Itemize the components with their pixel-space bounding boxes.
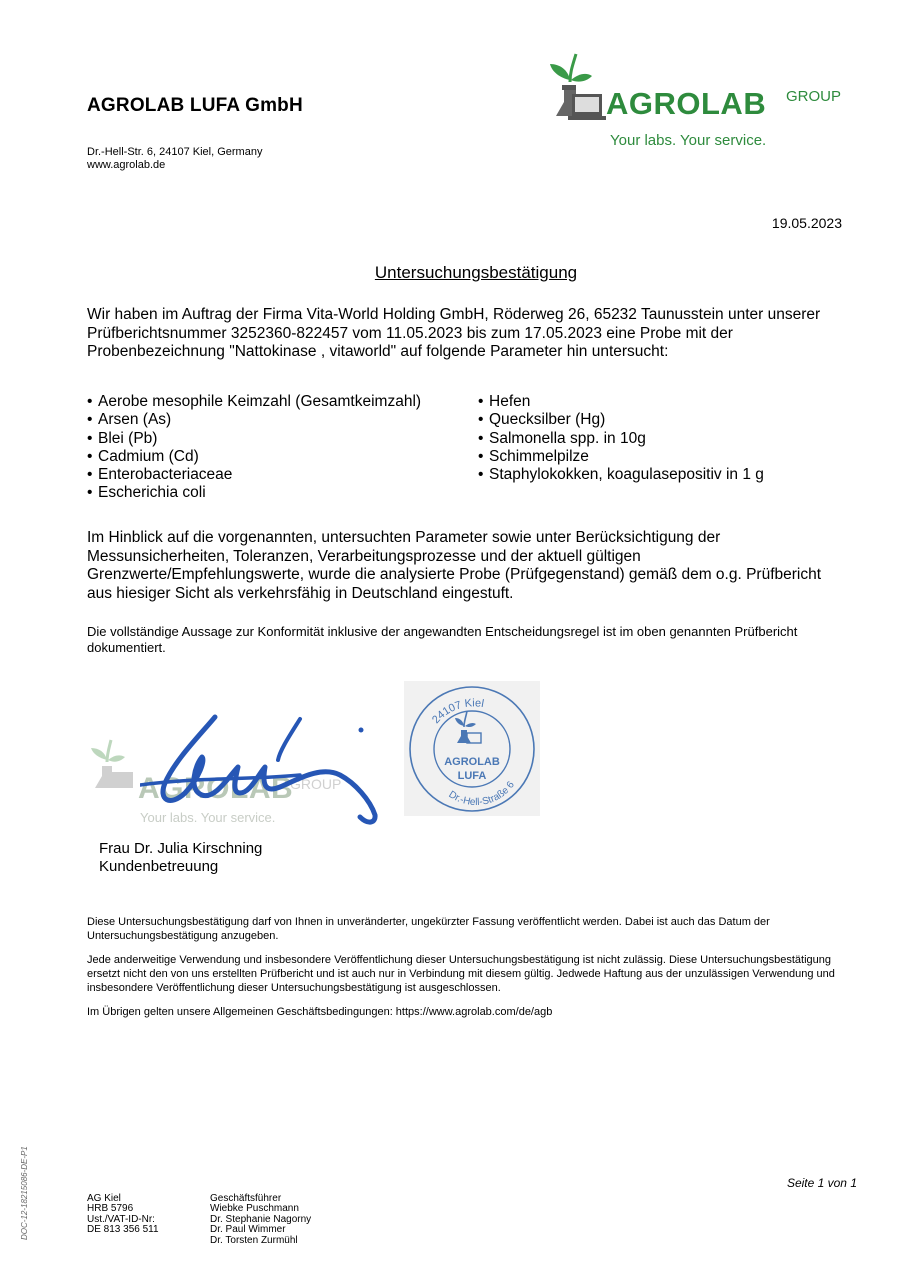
logo-slogan: Your labs. Your service. xyxy=(610,132,767,149)
signer-block xyxy=(99,840,262,876)
bullet-icon: • xyxy=(87,466,93,484)
list-item: • Blei (Pb) xyxy=(87,429,158,447)
plant-flask-laptop-icon xyxy=(548,50,608,125)
document-code: DOC-12-18215086-DE-P1 xyxy=(20,1146,29,1240)
stamp-ring xyxy=(404,681,540,816)
stamp-name: AGROLAB LUFA xyxy=(444,756,500,782)
company-address xyxy=(87,146,262,172)
faded-logo-group-label: GROUP xyxy=(290,776,342,792)
list-item: • Arsen (As) xyxy=(87,411,172,429)
page-number: Seite 1 von 1 xyxy=(786,1176,857,1190)
intro-paragraph: Wir haben im Auftrag der Firma Vita-World Holding GmbH, Röderweg 26, 65232 Taunusstein unter unserer Prüfberichtsnummer 3252360-822457 vom 11.05.2023 bis zum 17.05.2023 eine Probe mit der Probenbezeichnung "Nattokinase , vitaworld" auf folgende Parameter hin untersucht: xyxy=(87,306,821,360)
list-item: • Aerobe mesophile Keimzahl (Gesamtkeimzahl) xyxy=(87,393,422,410)
faded-logo-wordmark: AGROLAB xyxy=(138,772,294,805)
stamp-plant-icon xyxy=(455,711,481,743)
disclaimer-paragraph: Im Übrigen gelten unsere Allgemeinen Geschäftsbedingungen: https://www.agrolab.com/de/agb xyxy=(87,1006,553,1018)
footer-registration: AG Kiel HRB 5796 Ust./VAT-ID-Nr: DE 813 356 511 xyxy=(87,1193,159,1236)
footer-management: Geschäftsführer Wiebke Puschmann Dr. Stephanie Nagorny Dr. Paul Wimmer Dr. Torsten Zurmühl xyxy=(210,1193,312,1246)
conformity-note: Die vollständige Aussage zur Konformität inklusive der angewandten Entscheidungsregel ist im oben genannten Prüfbericht dokumentiert. xyxy=(87,624,798,655)
logo-wordmark: AGROLAB xyxy=(606,86,767,121)
disclaimer-paragraph: Jede anderweitige Verwendung und insbesondere Veröffentlichung dieser Untersuchungsbestätigung ist nicht zulässig. Diese Untersuchungsbestätigung ersetzt nicht den von uns erstellten Prüfbericht und ist auch nur in Verbindung mit diesem gültig. Jedwede Haftung aus der unzulässigen Verwendung und insbesondere Veröffentlichung dieser Untersuchungsbestätigung ist ausgeschlossen. xyxy=(87,954,835,994)
list-item: • Enterobacteriaceae xyxy=(87,466,233,484)
list-item: • Schimmelpilze xyxy=(478,447,589,465)
bullet-icon: • xyxy=(478,429,484,447)
list-item: • Hefen xyxy=(478,393,531,410)
disclaimer xyxy=(87,915,847,1029)
website-link[interactable]: www.agrolab.de xyxy=(87,159,166,171)
stamp-top-text: 24107 Kiel xyxy=(429,697,485,726)
list-item: • Salmonella spp. in 10g xyxy=(478,429,646,447)
assessment-paragraph: Im Hinblick auf die vorgenannten, untersuchten Parameter sowie unter Berücksichtigung der Messunsicherheiten, Toleranzen, Verarbeitungsprozesse und der aktuell gültigen Grenzwerte/Empfehlungswerte, wurde die analysierte Probe (Prüfgegenstand) gemäß dem o.g. Prüfbericht aus hiesiger Sicht als verkehrsfähig in Deutschland eingestuft. xyxy=(87,529,822,602)
list-item: • Quecksilber (Hg) xyxy=(478,411,606,429)
faded-logo-slogan: Your labs. Your service. xyxy=(140,810,276,825)
bullet-icon: • xyxy=(87,484,93,502)
signer-name: Frau Dr. Julia Kirschning xyxy=(99,840,263,857)
bullet-icon: • xyxy=(478,466,484,484)
faded-plant-icon xyxy=(89,736,139,796)
bullet-icon: • xyxy=(87,393,93,410)
official-stamp xyxy=(404,681,540,816)
handwritten-signature xyxy=(140,705,410,830)
list-item: • Escherichia coli xyxy=(87,484,206,502)
list-item: • Staphylokokken, koagulasepositiv in 1 g xyxy=(478,466,764,484)
stamp-bottom-text: Dr.-Hell-Straße 6 xyxy=(446,779,517,809)
parameter-list-right xyxy=(478,393,838,484)
bullet-icon: • xyxy=(87,429,93,447)
bullet-icon: • xyxy=(87,411,93,429)
bullet-icon: • xyxy=(478,447,484,465)
bullet-icon: • xyxy=(478,411,484,429)
bullet-icon: • xyxy=(87,447,93,465)
company-name: AGROLAB LUFA GmbH xyxy=(87,95,303,116)
list-item: • Cadmium (Cd) xyxy=(87,447,199,465)
address-street: Dr.-Hell-Str. 6, 24107 Kiel, Germany xyxy=(87,146,263,158)
parameter-list-left xyxy=(87,393,477,503)
disclaimer-paragraph: Diese Untersuchungsbestätigung darf von Ihnen in unveränderter, ungekürzter Fassung veröffentlicht werden. Dabei ist auch das Datum der Untersuchungsbestätigung anzugeben. xyxy=(87,916,770,942)
bullet-icon: • xyxy=(478,393,484,410)
signer-role: Kundenbetreuung xyxy=(99,858,219,875)
document-date: 19.05.2023 xyxy=(771,215,842,231)
logo-group-label: GROUP xyxy=(786,88,842,105)
document-title: Untersuchungsbestätigung xyxy=(374,263,578,282)
